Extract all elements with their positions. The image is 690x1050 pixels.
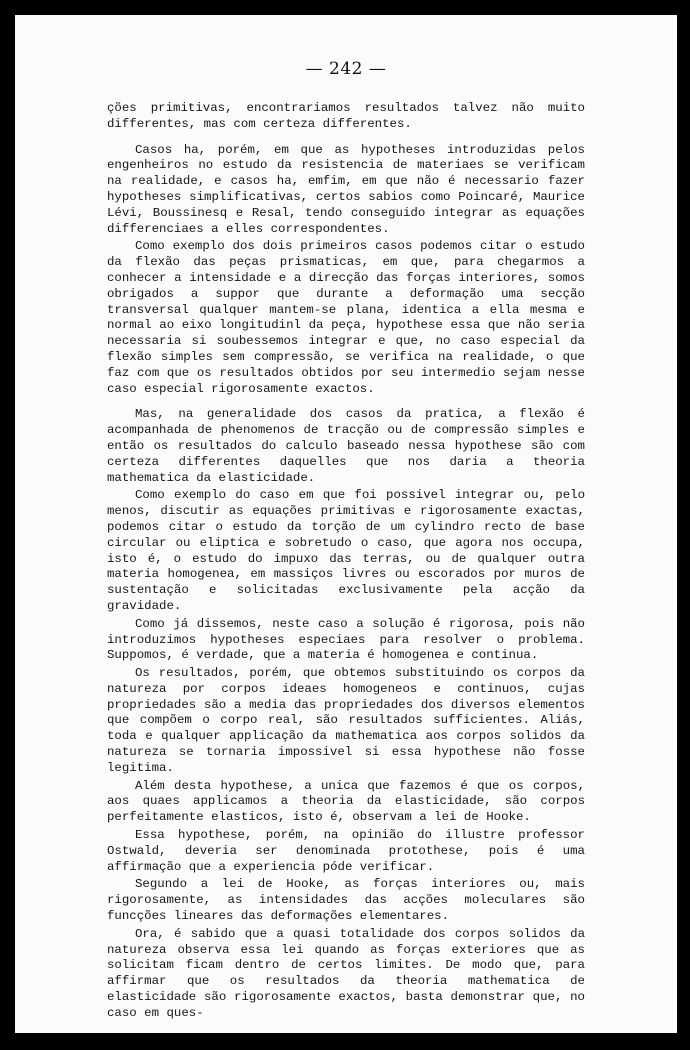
paragraph: Ora, é sabido que a quasi totalidade dos corpos solidos da natureza observa essa lei quando as forças exteriores que as solicitam ficam dentro de certos limites. De modo que, para affirmar que os resultados da theoria mathematica de elasticidade são rigorosamente exactos, basta demonstrar que, no caso em ques- bbox=[107, 926, 585, 1020]
paragraph: Mas, na generalidade dos casos da pratica, a flexão é acompanhada de phenomenos de tracção ou de compressão simples e então os resultados do calculo baseado nessa hypothese são com certeza differentes daquelles que nos daria a theoria mathematica da elasticidade. bbox=[107, 407, 585, 485]
paragraph: Como já dissemos, neste caso a solução é rigorosa, pois não introduzimos hypotheses especiaes para resolver o problema. Suppomos, é verdade, que a materia é homogenea e continua. bbox=[107, 616, 585, 663]
paragraph: Como exemplo dos dois primeiros casos podemos citar o estudo da flexão das peças prismaticas, em que, para chegarmos a conhecer a intensidade e a direcção das forças interiores, somos obrigados a suppor que durante a deformação uma secção transversal qualquer mantem-se plana, identica a ella mesma e normal ao eixo longitudinl da peça, hypothese essa que não seria necessaria si soubessemos integrar e que, no caso especial da flexão simples sem compressão, se verifica na realidade, o que faz com que os resultados obtidos por seu intermedio sejam nesse caso especial rigorosamente exactos. bbox=[107, 239, 585, 396]
paragraph: Os resultados, porém, que obtemos substituindo os corpos da natureza por corpos ideaes homogeneos e continuos, cujas propriedades são a media das propriedades dos diversos elementos que compõem o corpo real, são resultados sufficientes. Aliás, toda e qualquer applicação da mathematica aos corpos solidos da natureza se tornaria impossivel si essa hypothese não fosse legitima. bbox=[107, 666, 585, 775]
body-text bbox=[107, 101, 585, 1024]
paragraph: Essa hypothese, porém, na opinião do illustre professor Ostwald, deveria ser denominada protothese, pois é uma affirmação que a experiencia póde verificar. bbox=[107, 828, 585, 874]
book-page bbox=[15, 15, 677, 1033]
paragraph: Segundo a lei de Hooke, as forças interiores ou, mais rigorosamente, as intensidades das acções moleculares são funcções lineares das deformações elementares. bbox=[107, 877, 585, 924]
page-number: — 242 — bbox=[305, 59, 387, 79]
paragraph: Além desta hypothese, a unica que fazemos é que os corpos, aos quaes applicamos a theoria da elasticidade, são corpos perfeitamente elasticos, isto é, observam a lei de Hooke. bbox=[107, 778, 585, 825]
paragraph: Casos ha, porém, em que as hypotheses introduzidas pelos engenheiros no estudo da resistencia de materiaes se verificam na realidade, e casos ha, emfim, em que não é necessario fazer hypotheses simplificativas, certos sabios como Poincaré, Maurice Lévi, Boussinesq e Resal, tendo conseguido integrar as equações differenciaes a elles correspondentes. bbox=[107, 142, 585, 236]
paragraph: Como exemplo do caso em que foi possivel integrar ou, pelo menos, discutir as equações primitivas e rigorosamente exactas, podemos citar o estudo da torção de um cylindro recto de base circular ou eliptica e sobretudo o caso, que agora nos occupa, isto é, o estudo do impuxo das terras, ou de qualquer outra materia homogenea, em massiços livres ou escorados por muros de sustentação e solicitadas exclusivamente pela acção da gravidade. bbox=[107, 488, 585, 613]
paragraph: ções primitivas, encontrariamos resultados talvez não muito differentes, mas com certeza differentes. bbox=[107, 101, 585, 131]
